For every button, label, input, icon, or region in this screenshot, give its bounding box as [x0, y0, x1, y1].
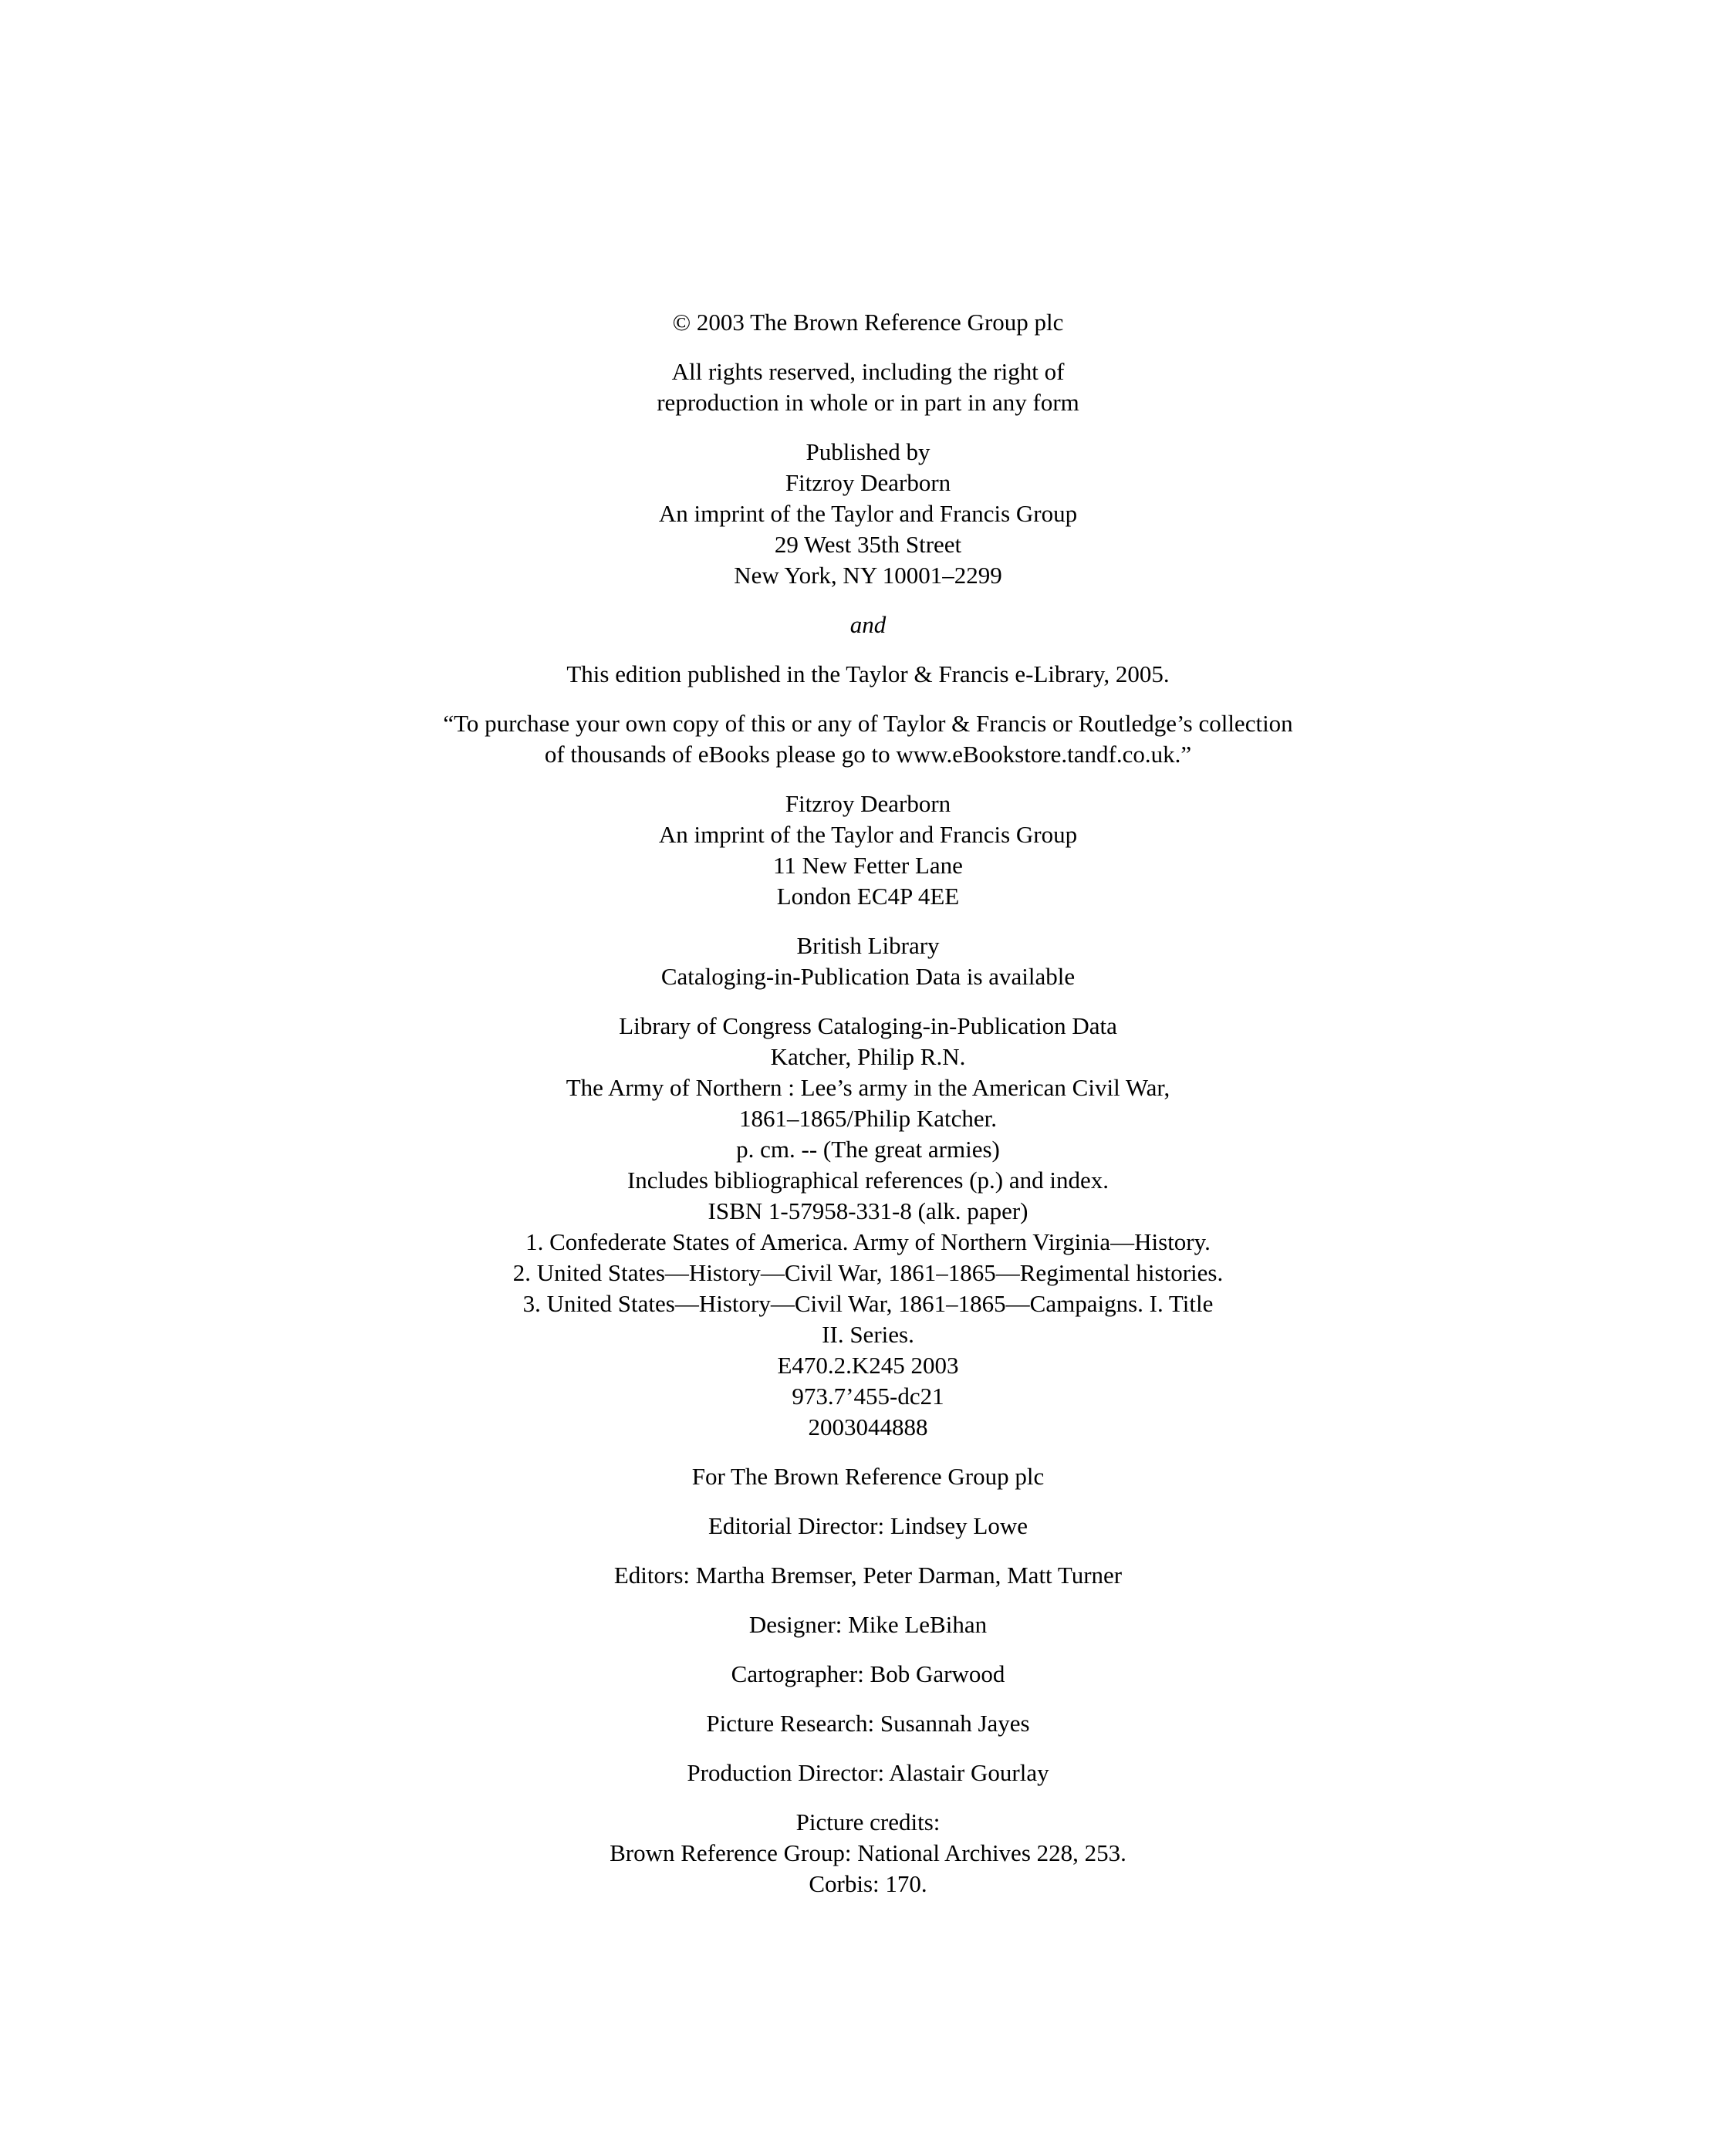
copyright-line: © 2003 The Brown Reference Group plc	[672, 309, 1064, 336]
loc-author: Katcher, Philip R.N.	[770, 1043, 966, 1070]
picture-research-line: Picture Research: Susannah Jayes	[706, 1710, 1030, 1737]
loc-subject-3-cont: II. Series.	[822, 1321, 914, 1348]
rights-block	[0, 356, 1736, 418]
british-library-line-1: British Library	[796, 932, 940, 959]
loc-isbn: ISBN 1-57958-331-8 (alk. paper)	[708, 1197, 1028, 1224]
editorial-director-line: Editorial Director: Lindsey Lowe	[708, 1512, 1028, 1539]
publisher-uk-street: 11 New Fetter Lane	[773, 852, 963, 879]
loc-subject-1: 1. Confederate States of America. Army of Northern Virginia—History.	[525, 1228, 1211, 1255]
published-by-label: Published by	[806, 438, 930, 465]
designer-line: Designer: Mike LeBihan	[748, 1611, 988, 1638]
copyright-page	[0, 307, 1736, 1918]
picture-credits-heading: Picture credits:	[795, 1808, 941, 1835]
publisher-imprint: An imprint of the Taylor and Francis Group	[658, 500, 1078, 527]
rights-line-1: All rights reserved, including the right of	[671, 358, 1065, 385]
production-director-line: Production Director: Alastair Gourlay	[687, 1759, 1049, 1786]
purchase-block	[0, 708, 1736, 770]
publisher-uk-name: Fitzroy Dearborn	[785, 790, 951, 817]
designer-block	[0, 1609, 1736, 1640]
publisher-us-block	[0, 437, 1736, 591]
loc-title-cont: 1861–1865/Philip Katcher.	[738, 1105, 998, 1132]
conjunction-block	[0, 610, 1736, 640]
copyright-block	[0, 307, 1736, 338]
publisher-uk-city: London EC4P 4EE	[776, 883, 960, 910]
publisher-city: New York, NY 10001–2299	[734, 562, 1002, 589]
loc-subject-3: 3. United States—History—Civil War, 1861–1865—Campaigns. I. Title	[522, 1290, 1214, 1317]
cartographer-line: Cartographer: Bob Garwood	[731, 1660, 1005, 1687]
british-library-line-2: Cataloging-in-Publication Data is available	[660, 963, 1076, 990]
purchase-note-line-2: of thousands of eBooks please go to www.eBookstore.tandf.co.uk.”	[544, 741, 1192, 768]
picture-credits-brown: Brown Reference Group: National Archives 228, 253.	[610, 1839, 1126, 1866]
loc-call-number: E470.2.K245 2003	[777, 1352, 959, 1379]
editors-line: Editors: Martha Bremser, Peter Darman, Matt Turner	[613, 1562, 1123, 1589]
conjunction-and: and	[849, 611, 887, 638]
production-director-block	[0, 1758, 1736, 1788]
for-group-line: For The Brown Reference Group plc	[691, 1463, 1045, 1490]
cartographer-block	[0, 1659, 1736, 1690]
picture-credits-block	[0, 1807, 1736, 1900]
publisher-street: 29 West 35th Street	[774, 531, 962, 558]
loc-title: The Army of Northern : Lee’s army in the American Civil War,	[566, 1074, 1170, 1101]
loc-data-block	[0, 1011, 1736, 1443]
loc-series: p. cm. -- (The great armies)	[736, 1136, 1000, 1163]
edition-note: This edition published in the Taylor & Francis e-Library, 2005.	[566, 660, 1170, 687]
publisher-uk-imprint: An imprint of the Taylor and Francis Group	[658, 821, 1078, 848]
loc-subject-2: 2. United States—History—Civil War, 1861–1865—Regimental histories.	[512, 1259, 1224, 1286]
purchase-note-line-1: “To purchase your own copy of this or any of Taylor & Francis or Routledge’s collection	[443, 710, 1293, 737]
loc-dewey: 973.7’455-dc21	[792, 1383, 944, 1410]
loc-bibliography: Includes bibliographical references (p.) and index.	[627, 1167, 1109, 1194]
loc-control-number: 2003044888	[808, 1413, 928, 1440]
editors-block	[0, 1560, 1736, 1591]
edition-block	[0, 659, 1736, 690]
picture-research-block	[0, 1708, 1736, 1739]
picture-credits-corbis: Corbis: 170.	[809, 1870, 927, 1897]
editorial-director-block	[0, 1511, 1736, 1542]
loc-heading: Library of Congress Cataloging-in-Publication Data	[619, 1012, 1117, 1039]
publisher-uk-block	[0, 789, 1736, 912]
publisher-name: Fitzroy Dearborn	[785, 469, 951, 496]
for-group-block	[0, 1461, 1736, 1492]
british-library-block	[0, 930, 1736, 992]
rights-line-2: reproduction in whole or in part in any form	[657, 389, 1079, 416]
